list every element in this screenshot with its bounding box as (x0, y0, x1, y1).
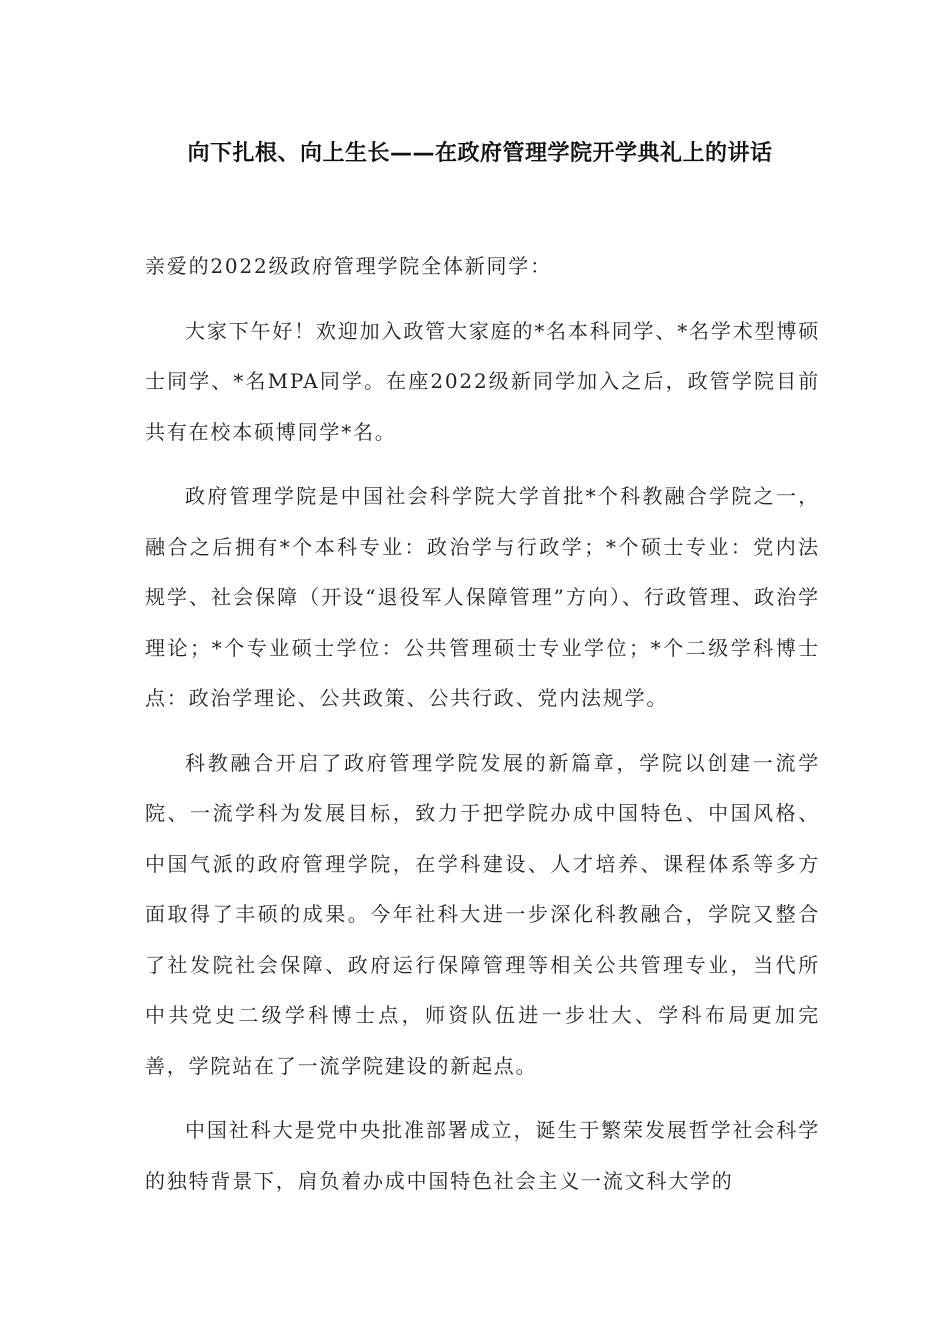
salutation: 亲爱的2022级政府管理学院全体新同学： (145, 254, 552, 278)
paragraph-school-intro: 政府管理学院是中国社会科学院大学首批*个科教融合学院之一，融合之后拥有*个本科专业：政治学与行政学；*个硕士专业：党内法规学、社会保障（开设“退役军人保障管理”方向）、行政管理、政治学理论；*个专业硕士学位：公共管理硕士专业学位；*个二级学科博士点：政治学理论、公共政策、公共行政、党内法规学。 (145, 484, 820, 710)
document-body (145, 241, 820, 1220)
paragraph-welcome: 大家下午好！欢迎加入政管大家庭的*名本科同学、*名学术型博硕士同学、*名MPA同学。在座2022级新同学加入之后，政管学院目前共有在校本硕博同学*名。 (145, 318, 820, 444)
page-title: 向下扎根、向上生长——在政府管理学院开学典礼上的讲话 (187, 141, 773, 166)
paragraph-development: 科教融合开启了政府管理学院发展的新篇章，学院以创建一流学院、一流学科为发展目标，致力于把学院办成中国特色、中国风格、中国气派的政府管理学院，在学科建设、人才培养、课程体系等多方面取得了丰硕的成果。今年社科大进一步深化科教融合，学院又整合了社发院社会保障、政府运行保障管理等相关公共管理专业，当代所中共党史二级学科博士点，师资队伍进一步壮大、学科布局更加完善，学院站在了一流学院建设的新起点。 (145, 750, 820, 1078)
paragraph-university: 中国社科大是党中央批准部署成立，诞生于繁荣发展哲学社会科学的独特背景下，肩负着办成中国特色社会主义一流文科大学的 (145, 1118, 820, 1193)
